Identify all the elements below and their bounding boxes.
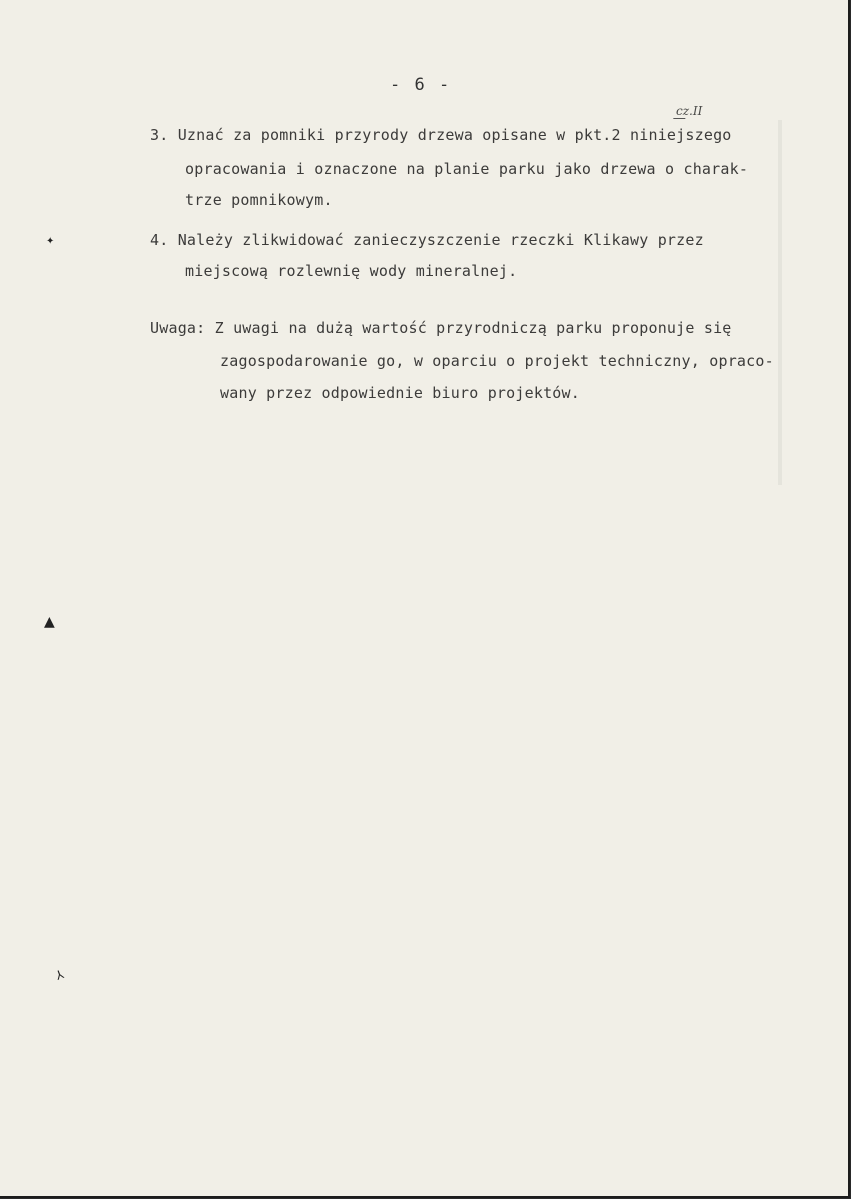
page-number: - 6 - bbox=[390, 75, 452, 95]
margin-triangle-mark: ▲ bbox=[44, 614, 55, 630]
note-line-3: wany przez odpowiednie biuro projektów. bbox=[220, 384, 580, 402]
margin-tick-mark: ⅄ bbox=[53, 967, 66, 983]
note-line-2: zagospodarowanie go, w oparciu o projekt techniczny, opraco- bbox=[220, 352, 774, 370]
margin-asterisk-mark: ✦ bbox=[46, 236, 55, 247]
item-4-line-1: 4. Należy zlikwidować zanieczyszczenie rzeczki Klikawy przez bbox=[150, 231, 704, 249]
item-3-line-1: 3. Uznać za pomniki przyrody drzewa opisane w pkt.2 niniejszego bbox=[150, 126, 732, 144]
item-3-line-3: trze pomnikowym. bbox=[185, 191, 333, 209]
handwritten-note: cz.II bbox=[676, 104, 703, 118]
item-3-line-2: opracowania i oznaczone na planie parku jako drzewa o charak- bbox=[185, 160, 749, 178]
item-4-line-2: miejscową rozlewnię wody mineralnej. bbox=[185, 262, 518, 280]
note-line-1: Uwaga: Z uwagi na dużą wartość przyrodniczą parku proponuje się bbox=[150, 319, 732, 337]
